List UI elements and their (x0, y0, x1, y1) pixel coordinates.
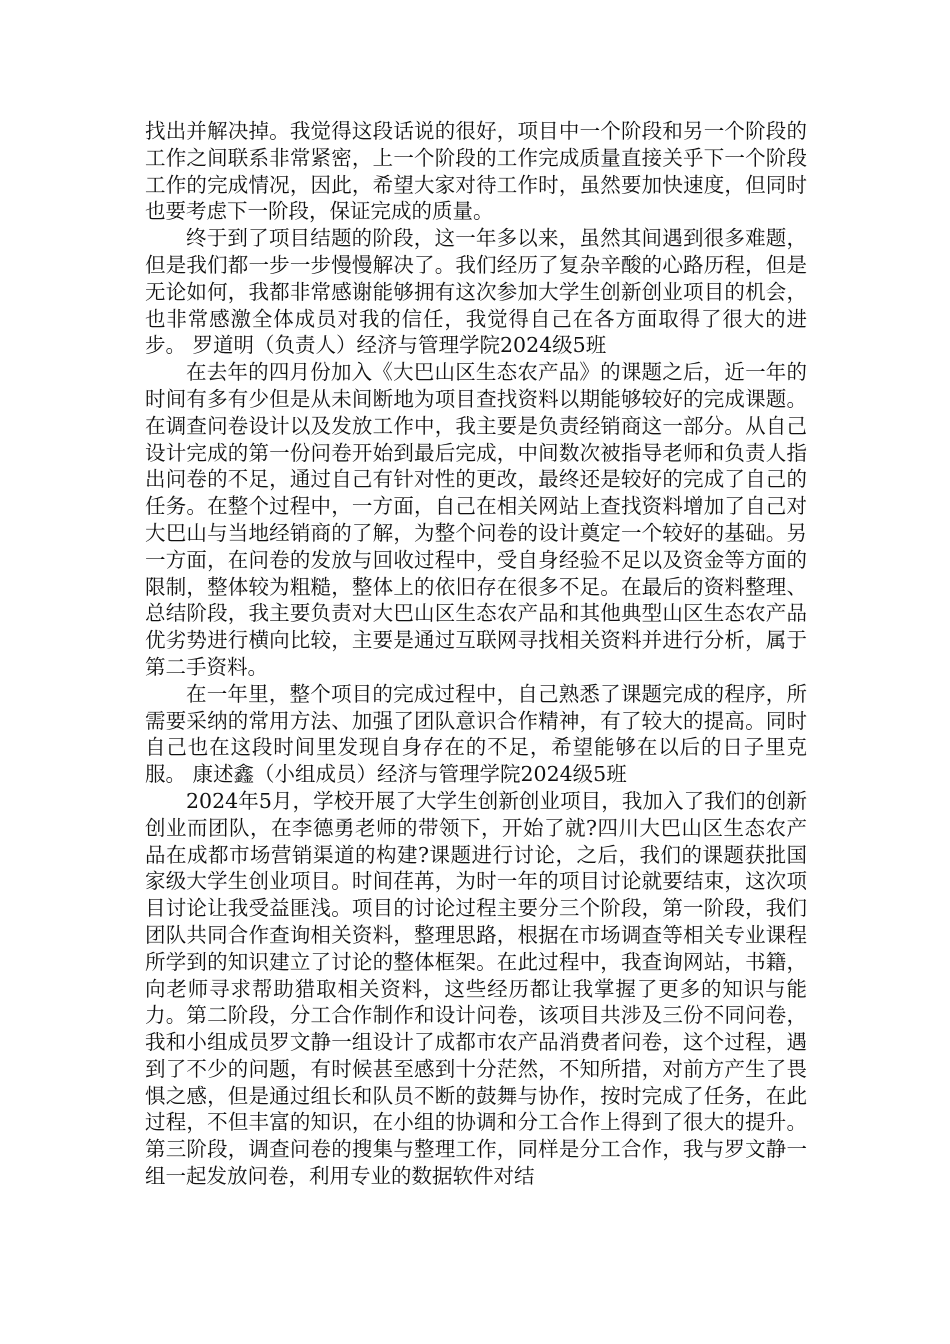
paragraph-4: 在一年里，整个项目的完成过程中，自己熟悉了课题完成的程序，所需要采纳的常用方法、加强了团队意识合作精神，有了较大的提高。同时自己也在这段时间里发现自身存在的不足，希望能够在以后的日子里克服。 康述鑫（小组成员）经济与管理学院2024级5班 (145, 681, 807, 787)
paragraph-2: 终于到了项目结题的阶段，这一年多以来，虽然其间遇到很多难题，但是我们都一步一步慢慢解决了。我们经历了复杂辛酸的心路历程，但是无论如何，我都非常感谢能够拥有这次参加大学生创新创业项目的机会，也非常感激全体成员对我的信任，我觉得自己在各方面取得了很大的进步。 罗道明（负责人）经济与管理学院2024级5班 (145, 226, 807, 358)
paragraph-1: 找出并解决掉。我觉得这段话说的很好，项目中一个阶段和另一个阶段的工作之间联系非常紧密，上一个阶段的工作完成质量直接关乎下一个阶段工作的完成情况，因此，希望大家对待工作时，虽然要加快速度，但同时也要考虑下一阶段，保证完成的质量。 (145, 119, 807, 224)
paragraph-5: 2024年5月，学校开展了大学生创新创业项目，我加入了我们的创新创业而团队，在李德勇老师的带领下，开始了就?四川大巴山区生态农产品在成都市场营销渠道的构建?课题进行讨论，之后，我们的课题获批国家级大学生创业项目。时间荏苒，为时一年的项目讨论就要结束，这次项目讨论让我受益匪浅。项目的讨论过程主要分三个阶段，第一阶段，我们团队共同合作查询相关资料，整理思路，根据在市场调查等相关专业课程所学到的知识建立了讨论的整体框架。在此过程中，我查询网站，书籍，向老师寻求帮助猎取相关资料，这些经历都让我掌握了更多的知识与能力。第二阶段，分工合作制作和设计问卷，该项目共涉及三份不同问卷，我和小组成员罗文静一组设计了成都市农产品消费者问卷，这个过程，遇到了不少的问题，有时候甚至感到十分茫然，不知所措，对前方产生了畏惧之感，但是通过组长和队员不断的鼓舞与协作，按时完成了任务，在此过程，不但丰富的知识，在小组的协调和分工合作上得到了很大的提升。第三阶段，调查问卷的搜集与整理工作，同样是分工合作，我与罗文静一组一起发放问卷，利用专业的数据软件对结 (145, 788, 807, 1189)
paragraph-3: 在去年的四月份加入《大巴山区生态农产品》的课题之后，近一年的时间有多有少但是从未间断地为项目查找资料以期能够较好的完成课题。在调查问卷设计以及发放工作中，我主要是负责经销商这一部分。从自己设计完成的第一份问卷开始到最后完成，中间数次被指导老师和负责人指出问卷的不足，通过自己有针对性的更改，最终还是较好的完成了自己的任务。在整个过程中，一方面，自己在相关网站上查找资料增加了自己对大巴山与当地经销商的了解，为整个问卷的设计奠定一个较好的基础。另一方面，在问卷的发放与回收过程中，受自身经验不足以及资金等方面的限制，整体较为粗糙，整体上的依旧存在很多不足。在最后的资料整理、总结阶段，我主要负责对大巴山区生态农产品和其他典型山区生态农产品优劣势进行横向比较，主要是通过互联网寻找相关资料并进行分析，属于第二手资料。 (145, 360, 807, 679)
document-page (145, 118, 807, 1190)
